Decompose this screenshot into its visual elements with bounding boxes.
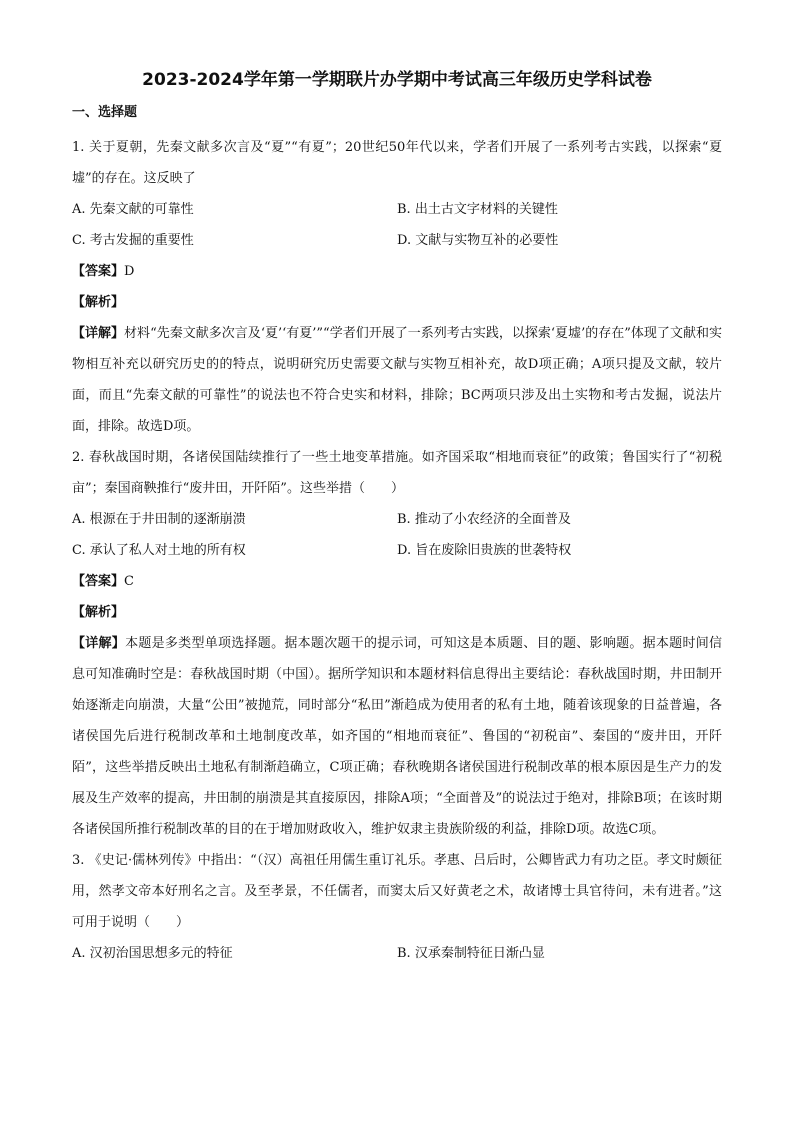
option-row [72,194,722,225]
question-3 [72,845,722,969]
option-c: C. 考古发掘的重要性 [72,233,194,248]
option-b: B. 推动了小农经济的全面普及 [397,512,571,527]
question-stem: 1. 关于夏朝，先秦文献多次言及“夏”“有夏”；20世纪50年代以来，学者们开展了一系列考古实践，以探索“夏墟”的存在。这反映了 [72,140,722,186]
question-1 [72,132,722,442]
option-a: A. 汉初治国思想多元的特征 [72,946,233,961]
answer-label: 【答案】 [72,574,125,589]
answer-label: 【答案】 [72,264,125,279]
option-d: D. 文献与实物互补的必要性 [397,233,559,248]
question-2 [72,442,722,845]
detail-label: 【详解】 [72,636,126,651]
option-row [72,535,722,566]
detail-text: 材料“先秦文献多次言及‘夏’‘有夏’”“学者们开展了一系列考古实践，以探索‘夏墟’的存在”体现了文献和实物相互补充以研究历史的的特点，说明研究历史需要文献与实物互相补充，故D项正确；A项只提及文献，较片面，而且“先秦文献的可靠性”的说法也不符合史实和材料，排除；BC两项只涉及出土实物和考古发掘，说法片面，排除。故选D项。 [72,326,722,434]
option-row [72,504,722,535]
option-a: A. 根源在于井田制的逐渐崩溃 [72,512,246,527]
detail-text: 本题是多类型单项选择题。据本题次题干的提示词，可知这是本质题、目的题、影响题。据本题时间信息可知准确时空是：春秋战国时期（中国）。据所学知识和本题材料信息得出主要结论：春秋战国时期，井田制开始逐渐走向崩溃，大量“公田”被抛荒，同时部分“私田”渐趋成为使用者的私有土地，随着该现象的日益普遍，各诸侯国先后进行税制改革和土地制度改革，如齐国的“相地而衰征”、鲁国的“初税亩”、秦国的“废井田，开阡陌”，这些举措反映出土地私有制渐趋确立，C项正确；春秋晚期各诸侯国进行税制改革的根本原因是生产力的发展及生产效率的提高，井田制的崩溃是其直接原因，排除A项；“全面普及”的说法过于绝对，排除B项；在该时期各诸侯国所推行税制改革的目的在于增加财政收入，维护奴隶主贵族阶级的利益，排除D项。故选C项。 [72,636,722,837]
analysis-label: 【解析】 [72,295,125,310]
analysis-line [72,597,722,628]
detail-paragraph [72,318,722,442]
detail-paragraph [72,628,722,845]
option-row [72,938,722,969]
answer-value: D [124,264,135,279]
option-b: B. 汉承秦制特征日渐凸显 [397,946,545,961]
analysis-line [72,287,722,318]
option-c: C. 承认了私人对土地的所有权 [72,543,246,558]
analysis-label: 【解析】 [72,605,125,620]
option-row [72,225,722,256]
answer-line [72,256,722,287]
option-d: D. 旨在废除旧贵族的世袭特权 [397,543,572,558]
section-heading: 一、选择题 [72,105,138,120]
detail-label: 【详解】 [72,326,125,341]
question-stem: 2. 春秋战国时期，各诸侯国陆续推行了一些土地变革措施。如齐国采取“相地而衰征”的政策；鲁国实行了“初税亩”；秦国商鞅推行“废井田，开阡陌”。这些举措（ ） [72,450,722,496]
exam-title: 2023-2024学年第一学期联片办学期中考试高三年级历史学科试卷 [142,70,652,90]
option-a: A. 先秦文献的可靠性 [72,202,194,217]
answer-value: C [124,574,134,589]
question-stem: 3. 《史记·儒林列传》中指出：“（汉）高祖任用儒生重订礼乐。孝惠、吕后时，公卿皆武力有功之臣。孝文时颇征用，然孝文帝本好刑名之言。及至孝景，不任儒者，而窦太后又好黄老之术，故诸博士具官待问，未有进者。”这可用于说明（ ） [72,853,722,930]
option-b: B. 出土古文字材料的关键性 [397,202,558,217]
answer-line [72,566,722,597]
